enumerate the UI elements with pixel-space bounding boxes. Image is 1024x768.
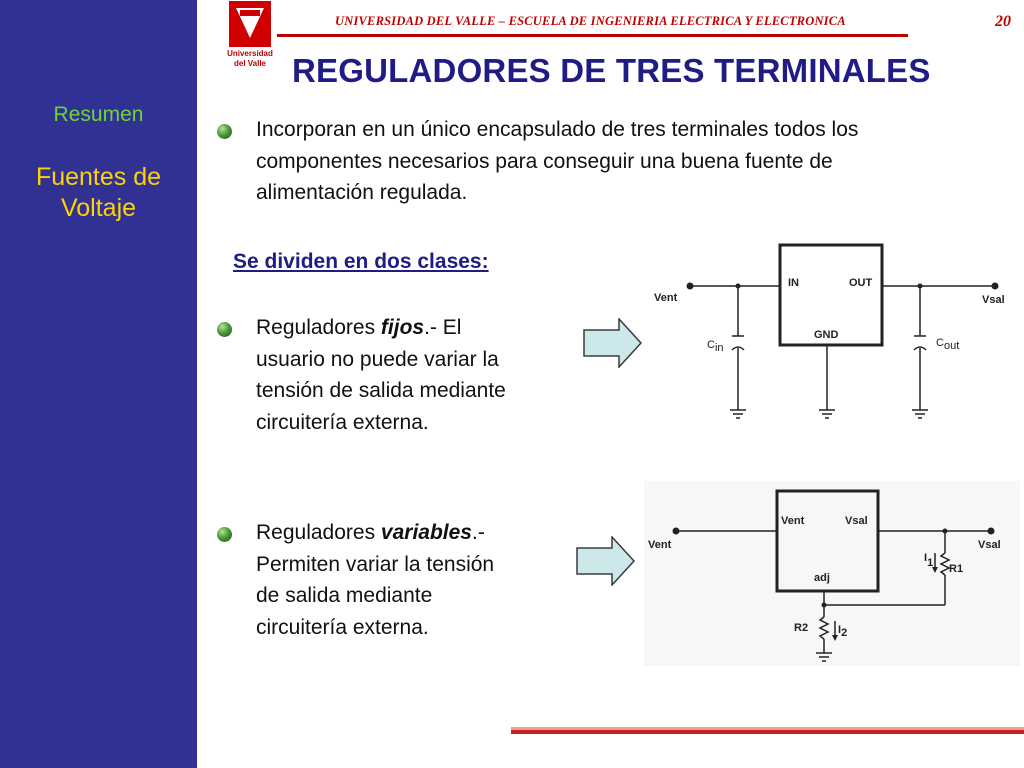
page-number: 20 (995, 13, 1011, 30)
fixed-regulator-circuit (640, 238, 1020, 428)
intro-line-2: componentes necesarios para conseguir una buena fuente de (256, 149, 833, 173)
university-header: UNIVERSIDAD DEL VALLE – ESCUELA DE INGENIERIA ELECTRICA Y ELECTRONICA (335, 14, 846, 28)
bullet-icon (217, 322, 232, 337)
variable-line-3: de salida mediante (256, 584, 433, 607)
variable-emphasis: variables (380, 521, 472, 544)
fixed-line-1: Reguladores fijos.- El (256, 316, 462, 339)
fixed-pin-gnd: GND (814, 329, 839, 341)
university-logo (226, 0, 274, 70)
logo-text-line2: del Valle (233, 59, 267, 68)
sidebar-topic-line1: Fuentes de (35, 163, 162, 191)
variable-vout-label: Vsal (978, 539, 1001, 551)
variable-line-1: Reguladores variables.- (256, 521, 485, 544)
variable-r2-label: R2 (794, 622, 809, 634)
fixed-line-4: circuitería externa. (256, 410, 429, 434)
variable-r1-label: R1 (949, 563, 964, 575)
variable-pin-vent: Vent (781, 515, 805, 527)
sidebar-summary-label[interactable]: Resumen (53, 103, 144, 126)
variable-line-4: circuitería externa. (256, 615, 429, 639)
arrow-right-icon (583, 318, 643, 368)
fixed-cin-label: Cin (707, 339, 724, 354)
classes-subheading: Se dividen en dos clases: (233, 250, 489, 273)
bullet-icon (217, 124, 232, 139)
fixed-pin-out: OUT (849, 277, 873, 289)
fixed-regulators-text (256, 312, 576, 438)
footer-divider (511, 727, 1024, 734)
intro-line-1: Incorporan en un único encapsulado de tres terminales todos los (256, 118, 859, 141)
intro-paragraph (256, 114, 996, 209)
variable-vin-label: Vent (648, 539, 672, 551)
intro-line-3: alimentación regulada. (256, 181, 468, 204)
fixed-vout-label: Vsal (982, 294, 1005, 306)
fixed-line-3: tensión de salida mediante (256, 379, 506, 402)
fixed-vin-label: Vent (654, 292, 678, 304)
sidebar-topic[interactable] (0, 162, 197, 224)
variable-line-2: Permiten variar la tensión (256, 552, 495, 576)
arrow-right-icon (576, 536, 636, 586)
variable-i1-label: I1 (924, 552, 934, 569)
sidebar-topic-line2: Voltaje (60, 194, 137, 222)
header-divider (277, 34, 908, 37)
variable-regulators-text (256, 517, 576, 643)
variable-i2-label: I2 (838, 624, 848, 639)
fixed-line-2: usuario no puede variar la (256, 347, 499, 371)
slide-title: REGULADORES DE TRES TERMINALES (292, 52, 931, 89)
logo-text-line1: Universidad (227, 49, 273, 58)
bullet-icon (217, 527, 232, 542)
variable-pin-vsal: Vsal (845, 515, 868, 527)
variable-regulator-circuit (644, 481, 1020, 666)
fixed-emphasis: fijos (380, 316, 425, 339)
variable-pin-adj: adj (814, 572, 830, 584)
fixed-pin-in: IN (788, 277, 799, 289)
fixed-cout-label: Cout (936, 337, 960, 352)
